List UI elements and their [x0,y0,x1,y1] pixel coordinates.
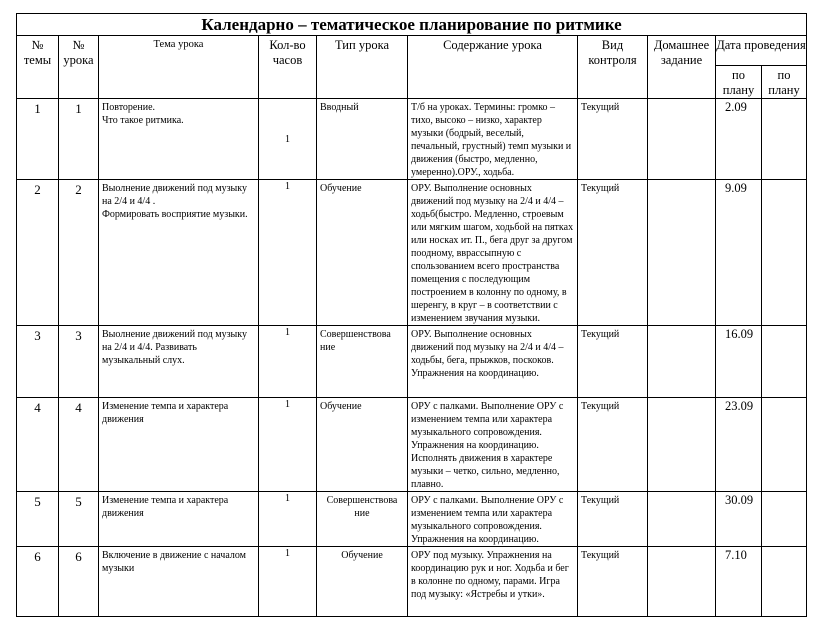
theme-number: 5 [17,492,59,547]
header-topic: Тема урока [99,36,259,99]
homework [648,180,716,326]
header-date-fact: по плану [762,66,807,99]
control-type: Текущий [578,326,648,398]
theme-number: 6 [17,547,59,617]
header-hours: Кол-во часов [259,36,317,99]
header-lesson-no: № урока [59,36,99,99]
lesson-hours: 1 [259,180,317,326]
lesson-type: Обучение [317,398,408,492]
lesson-hours: 1 [259,398,317,492]
lesson-type: Обучение [317,180,408,326]
table-row [17,326,807,398]
header-homework: Домашнее задание [648,36,716,99]
lesson-hours: 1 [259,547,317,617]
date-plan: 9.09 [716,180,762,326]
lesson-topic: Изменение темпа и характера движения [99,398,259,492]
lesson-type: Совершенствова ние [317,492,408,547]
lesson-type: Вводный [317,99,408,180]
table-row [17,180,807,326]
document-page [16,13,807,617]
lesson-type: Обучение [317,547,408,617]
lesson-hours: 1 [259,99,317,180]
header-theme-no: № темы [17,36,59,99]
homework [648,492,716,547]
date-plan: 2.09 [716,99,762,180]
date-fact [762,326,807,398]
lesson-number: 4 [59,398,99,492]
date-plan: 23.09 [716,398,762,492]
control-type: Текущий [578,180,648,326]
table-row [17,398,807,492]
lesson-content: ОРУ с палками. Выполнение ОРУ с изменением темпа или характера музыкального сопровождения. Упражнения на координацию. Исполнять движения в характере музыки – четко, сильно, медленно, плавно. [408,398,578,492]
table-row [17,492,807,547]
table-row [17,547,807,617]
lesson-number: 1 [59,99,99,180]
header-content: Содержание урока [408,36,578,99]
lesson-content: ОРУ с палками. Выполнение ОРУ с изменением темпа или характера музыкального сопровождения. Упражнения на координацию. [408,492,578,547]
header-date: Дата проведения [716,36,807,66]
control-type: Текущий [578,492,648,547]
lesson-type: Совершенствова ние [317,326,408,398]
lesson-content: Т/б на уроках. Термины: громко – тихо, высоко – низко, характер музыки (бодрый, веселый, печальный, грустный) темп музыки и движения (быстро, медленно, умеренно).ОРУ., ходьба. [408,99,578,180]
lesson-number: 3 [59,326,99,398]
lesson-number: 5 [59,492,99,547]
lesson-content: ОРУ. Выполнение основных движений под музыку на 2/4 и 4/4 – ходьбы, бега, прыжков, поскоков. Упражнения на координацию. [408,326,578,398]
header-control: Вид контроля [578,36,648,99]
date-fact [762,398,807,492]
date-plan: 7.10 [716,547,762,617]
homework [648,99,716,180]
theme-number: 1 [17,99,59,180]
date-fact [762,492,807,547]
homework [648,398,716,492]
lesson-hours: 1 [259,492,317,547]
theme-number: 4 [17,398,59,492]
lesson-number: 2 [59,180,99,326]
lesson-number: 6 [59,547,99,617]
date-plan: 30.09 [716,492,762,547]
date-plan: 16.09 [716,326,762,398]
control-type: Текущий [578,547,648,617]
date-fact [762,547,807,617]
lesson-topic: Выолнение движений под музыку на 2/4 и 4/4 . Формировать восприятие музыки. [99,180,259,326]
table-row [17,99,807,180]
planning-table [16,13,807,617]
lesson-topic: Повторение. Что такое ритмика. [99,99,259,180]
control-type: Текущий [578,99,648,180]
lesson-content: ОРУ. Выполнение основных движений под музыку на 2/4 и 4/4 – ходьб(быстро. Медленно, строевым или мягким шагом, ходьбой на пятках или носках ит. П., бега друг за другом поодному, вврассыпную с спользованием всего пространства помещения с последующим построением в колонну по одному, в шеренгу, в круг – в соответствии с изменением звучания музыки. [408,180,578,326]
theme-number: 3 [17,326,59,398]
header-date-plan: по плану [716,66,762,99]
date-fact [762,99,807,180]
lesson-topic: Выолнение движений под музыку на 2/4 и 4/4. Развивать музыкальный слух. [99,326,259,398]
lesson-hours: 1 [259,326,317,398]
lesson-topic: Изменение темпа и характера движения [99,492,259,547]
homework [648,326,716,398]
theme-number: 2 [17,180,59,326]
table-title: Календарно – тематическое планирование по ритмике [17,14,807,36]
lesson-topic: Включение в движение с началом музыки [99,547,259,617]
homework [648,547,716,617]
date-fact [762,180,807,326]
header-type: Тип урока [317,36,408,99]
control-type: Текущий [578,398,648,492]
lesson-content: ОРУ под музыку. Упражнения на координацию рук и ног. Ходьба и бег в колонне по одному, парами. Игра под музыку: «Ястребы и утки». [408,547,578,617]
